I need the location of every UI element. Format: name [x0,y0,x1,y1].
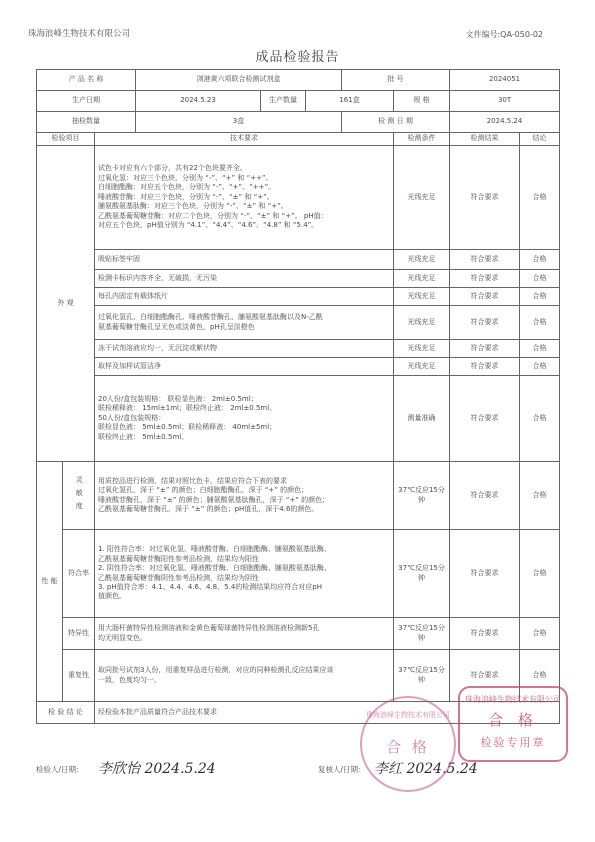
document-number: 文件编号:QA-050-02 [465,30,543,39]
table-row [37,618,560,650]
requirement-cell: 1. 阳性符合率：对过氧化氢、唾液酸苷酶、白细胞酯酶、脯氨酸氨基肽酶、 乙酰氨基葡萄糖苷酶阳性参考品检测，结果均为阳性 2. 阴性符合率：对过氧化氢、唾液酸苷酶、白细胞酯酶、脯氨酸氨基肽酶、 乙酰氨基葡萄糖苷酶阴性参考品检测，结果均为阴性 3. pH值符合率：4.1、4.4、4.6、4.8、5.4的检测结果均应符合对应pH 值颜色。 [95,530,394,618]
result-cell: 符合要求 [450,306,520,340]
spec-value: 30T [450,91,560,112]
result-cell: 符合要求 [450,340,520,358]
batch-label: 批 号 [342,70,450,91]
table-row [37,462,560,530]
report-title: 成品检验报告 [255,50,340,65]
prod-date-value: 2024.5.23 [136,91,261,112]
table-row [37,530,560,618]
conclusion-cell: 合格 [520,462,560,530]
condition-cell: 37℃反应15分钟 [394,462,450,530]
conclusion-cell: 合格 [520,250,560,270]
sample-qty-value: 3盒 [136,112,342,133]
requirement-cell: 试色卡对应有六个部分，共有22个色块要齐全。 过氧化氢：对应三个色块，分别为 “-”、“+” 和 “++”。 白细胞酯酶：对应五个色块，分别为 “-”、“+”、“++”。 唾液酸苷酶：对应三个色块，分别为 “-”、“±” 和 “+”。 脯氨酸氨基肽酶：对应三个色块，分别为 “-”、“±” 和 “+”。 乙酰氨基葡萄糖苷酶：对应二个色块，分别为 “-”、“±” 和 “+”。 pH值： 对应五个色块，pH值分别为 “4.1”、“4.4”、“4.6”、“4.8” 和 “5.4”。 [95,146,394,250]
result-cell: 符合要求 [450,462,520,530]
conclusion-cell: 合格 [520,306,560,340]
result-cell: 符合要求 [450,376,520,462]
col-requirement: 技术要求 [95,133,394,146]
requirement-cell: 取同批号试剂3人份，用重复样品进行检测，对应的同种检测孔反应结果应该 一致，色度均匀一。 [95,650,394,702]
result-cell: 符合要求 [450,358,520,376]
reviewer-label: 复核人/日期： [318,765,366,774]
table-row [37,358,560,376]
condition-cell: 测量准确 [394,376,450,462]
table-row [37,288,560,306]
conclusion-cell: 合格 [520,146,560,250]
sample-qty-label: 抽检数量 [37,112,136,133]
condition-cell: 37℃反应15分钟 [394,650,450,702]
condition-cell: 光线充足 [394,250,450,270]
col-conclusion: 结论 [520,133,560,146]
conclusion-cell: 合格 [520,618,560,650]
result-cell: 符合要求 [450,146,520,250]
condition-cell: 光线充足 [394,270,450,288]
table-row [37,270,560,288]
verdict-text: 经检验本批产品质量符合产品技术要求 [95,702,560,724]
conclusion-cell: 合格 [520,530,560,618]
product-name-value: 浏港黄六项联合检测试剂盒 [136,70,342,91]
col-result: 检测结果 [450,133,520,146]
performance-sub-label: 重复性 [63,650,95,702]
test-date-label: 检 测 日 期 [342,112,450,133]
result-cell: 符合要求 [450,618,520,650]
test-date-value: 2024.5.24 [450,112,560,133]
requirement-cell: 过氧化氢孔、白细胞酯酶孔、唾液酸苷酶孔、脯氨酸氨基肽酶以及N-乙酰 氨基葡萄糖苷酶孔呈无色或淡黄色，pH孔呈淡橙色 [95,306,394,340]
table-row [37,146,560,250]
table-row [37,340,560,358]
result-cell: 符合要求 [450,530,520,618]
conclusion-cell: 合格 [520,358,560,376]
table-row [37,306,560,340]
inspector-signature: 李欣怡 2024.5.24 [98,761,216,777]
spec-label: 规 格 [394,91,450,112]
qty-label: 生产数量 [261,91,306,112]
verdict-label: 检 验 结 论 [37,702,95,724]
col-item: 检验项目 [37,133,95,146]
col-condition: 检测条件 [394,133,450,146]
requirement-cell: 吸贴标签牢固 [95,250,394,270]
reviewer-signature: 李红 2024.5.24 [374,761,478,777]
condition-cell: 光线充足 [394,358,450,376]
appearance-label: 外 观 [37,146,95,462]
conclusion-cell: 合格 [520,376,560,462]
conclusion-cell: 合格 [520,340,560,358]
requirement-cell: 每孔内固定有载体纸片 [95,288,394,306]
table-row [37,376,560,462]
company-name: 珠海浪峰生物技术有限公司 [28,29,131,39]
condition-cell: 光线充足 [394,146,450,250]
batch-value: 2024051 [450,70,560,91]
condition-cell: 光线充足 [394,306,450,340]
performance-sub-label: 符合率 [63,530,95,618]
signoff-row [36,759,559,779]
prod-date-label: 生产日期 [37,91,136,112]
inspection-stamp: 珠海浪峰生物技术有限公司 合 格 检验专用章 [458,686,568,762]
result-cell: 符合要求 [450,250,520,270]
result-cell: 符合要求 [450,270,520,288]
inspection-table [36,69,560,724]
condition-cell: 光线充足 [394,288,450,306]
result-cell: 符合要求 [450,650,520,702]
condition-cell: 37℃反应15分钟 [394,618,450,650]
performance-sub-label: 特异性 [63,618,95,650]
requirement-cell: 冻干试剂溶液应均一，无沉淀或絮状物 [95,340,394,358]
inspector-label: 检验人/日期： [36,765,84,774]
performance-sub-label: 灵敏度 [63,462,95,530]
qty-value: 161盒 [306,91,394,112]
requirement-cell: 20人份/盒包装规格： 联检显色液： 2ml±0.5ml； 联检稀释液： 15ml±1ml；联检终止液： 2ml±0.5ml。 50人份/盒包装规格： 联检显色液： 5ml±0.5ml；联检稀释液： 40ml±5ml； 联检终止液： 5ml±0.5ml。 [95,376,394,462]
product-name-label: 产 品 名 称 [37,70,136,91]
condition-cell: 光线充足 [394,340,450,358]
condition-cell: 37℃反应15分钟 [394,530,450,618]
requirement-cell: 取样及加样试管洁净 [95,358,394,376]
conclusion-cell: 合格 [520,650,560,702]
conclusion-cell: 合格 [520,270,560,288]
requirement-cell: 检测卡标识内容齐全，无破损，无污染 [95,270,394,288]
conclusion-cell: 合格 [520,288,560,306]
requirement-cell: 用大肠杆菌特异性检测溶液和金黄色葡萄球菌特异性检测溶液检测新5孔 均无明显变色。 [95,618,394,650]
company-seal: 珠海浪峰生物技术有限公司 合 格 [360,696,456,792]
table-row [37,250,560,270]
result-cell: 符合要求 [450,288,520,306]
requirement-cell: 用质控品进行检测，结果对照比色卡，结果应符合下表的要求 过氧化氢孔，深于 “±” 的颜色；白细胞酯酶孔，深于 “+” 的颜色； 唾液酸苷酶孔，深于 “±” 的颜色；脯氨酸氨基肽酶孔，深于 “+” 的颜色； 乙酰氨基葡萄糖苷酶孔，深于 “±” 的颜色；pH值孔，深于4.6的颜色。 [95,462,394,530]
performance-label: 性 能 [37,462,63,702]
